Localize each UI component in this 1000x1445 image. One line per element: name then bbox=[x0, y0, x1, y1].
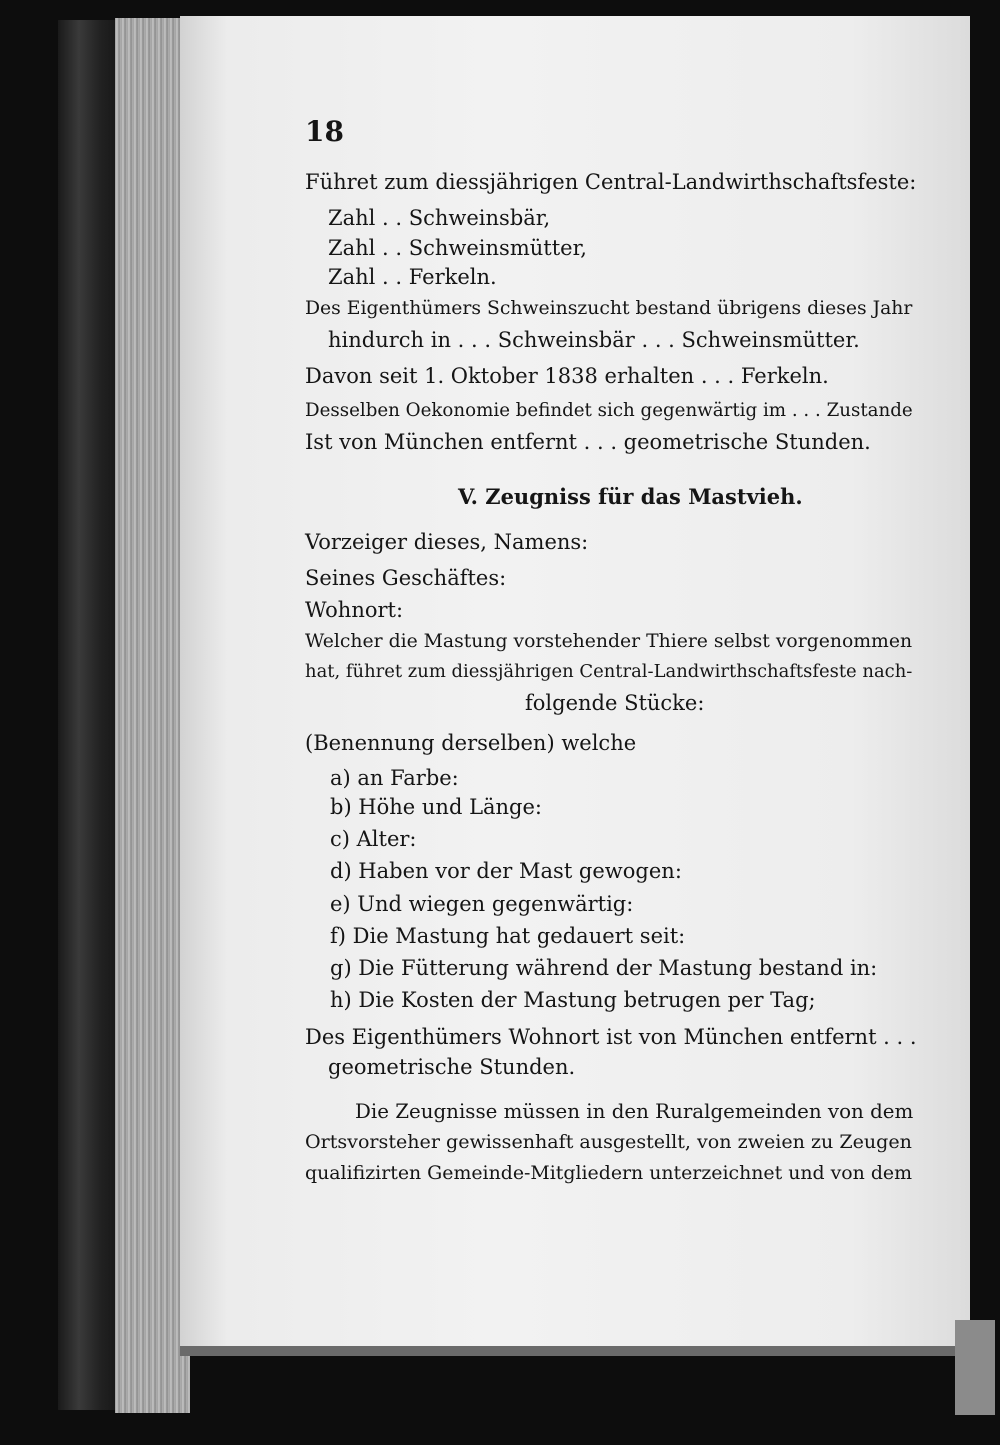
text-line: hat, führet zum diessjährigen Central-Landwirthschaftsfeste nach- bbox=[305, 661, 913, 682]
text-line: qualifizirten Gemeinde-Mitgliedern unterzeichnet und von dem bbox=[305, 1162, 913, 1184]
text-line: Des Eigenthümers Wohnort ist von München entfernt . . . bbox=[305, 1025, 917, 1049]
text-line: Ortsvorsteher gewissenhaft ausgestellt, von zweien zu Zeugen bbox=[305, 1131, 912, 1153]
list-item: g) Die Fütterung während der Mastung bestand in: bbox=[330, 956, 878, 980]
text-line: Ist von München entfernt . . . geometrische Stunden. bbox=[305, 430, 871, 454]
list-item: b) Höhe und Länge: bbox=[330, 795, 542, 819]
text-line: Die Zeugnisse müssen in den Ruralgemeinden von dem bbox=[355, 1100, 914, 1123]
text-line: Zahl . . Schweinsbär, bbox=[328, 206, 551, 230]
list-item: c) Alter: bbox=[330, 827, 417, 851]
text-line: Davon seit 1. Oktober 1838 erhalten . . . Ferkeln. bbox=[305, 364, 829, 388]
text-line: hindurch in . . . Schweinsbär . . . Schweinsmütter. bbox=[328, 328, 860, 352]
text-line: Vorzeiger dieses, Namens: bbox=[305, 530, 589, 554]
list-item: e) Und wiegen gegenwärtig: bbox=[330, 892, 634, 916]
text-line: Seines Geschäftes: bbox=[305, 566, 507, 590]
text-line: Desselben Oekonomie befindet sich gegenwärtig im . . . Zustande bbox=[305, 400, 913, 421]
list-item: a) an Farbe: bbox=[330, 766, 459, 790]
list-item: f) Die Mastung hat gedauert seit: bbox=[330, 924, 686, 948]
text-line: Des Eigenthümers Schweinszucht bestand übrigens dieses Jahr bbox=[305, 298, 913, 319]
list-item: h) Die Kosten der Mastung betrugen per Tag; bbox=[330, 988, 816, 1012]
text-line: Zahl . . Ferkeln. bbox=[328, 265, 497, 289]
text-line: Führet zum diessjährigen Central-Landwirthschaftsfeste: bbox=[305, 170, 917, 194]
text-line: folgende Stücke: bbox=[525, 691, 705, 715]
text-line: Wohnort: bbox=[305, 598, 404, 622]
text-line: (Benennung derselben) welche bbox=[305, 731, 637, 755]
text-line: Welcher die Mastung vorstehender Thiere selbst vorgenommen bbox=[305, 631, 913, 652]
text-line: geometrische Stunden. bbox=[328, 1055, 576, 1079]
text-line: Zahl . . Schweinsmütter, bbox=[328, 236, 587, 260]
list-item: d) Haben vor der Mast gewogen: bbox=[330, 859, 682, 883]
section-heading: V. Zeugniss für das Mastvieh. bbox=[458, 484, 803, 509]
page-number: 18 bbox=[305, 115, 344, 148]
